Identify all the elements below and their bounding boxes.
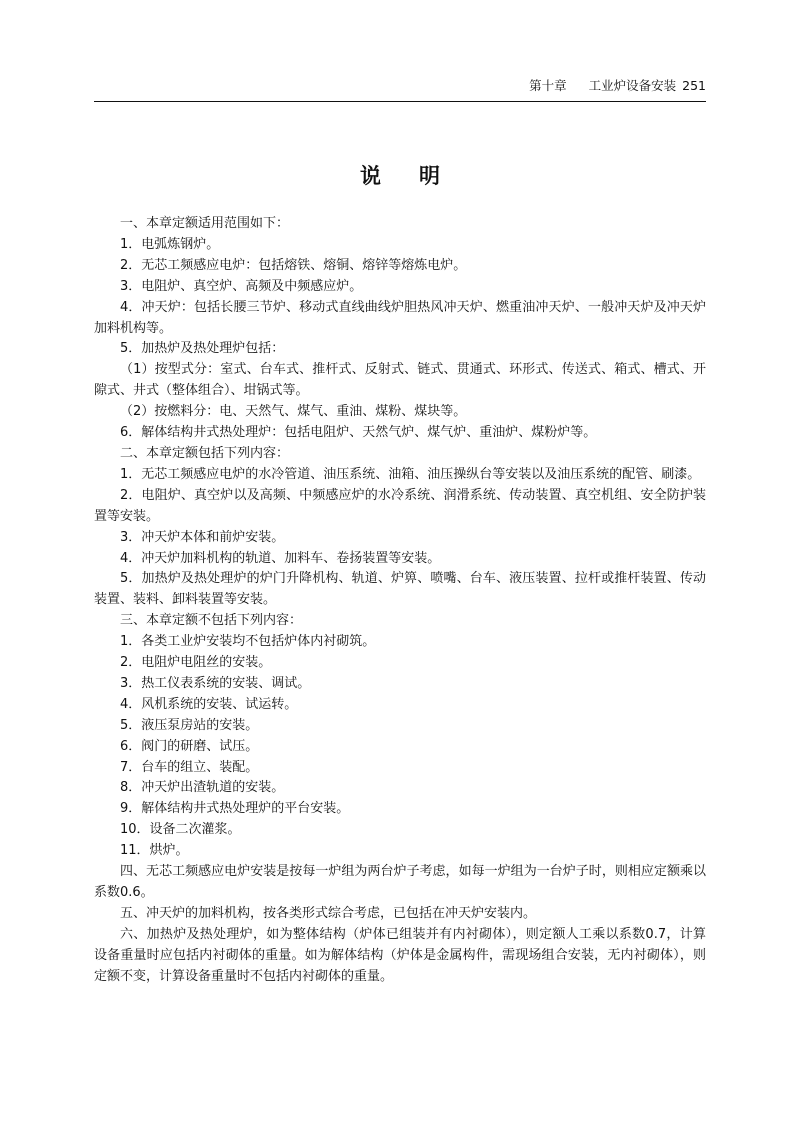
paragraph: 7．台车的组立、装配。 [120,759,259,775]
paragraph: 2．电阻炉电阻丝的安装。 [120,655,272,671]
paragraph: 5．加热炉及热处理炉包括： [120,341,285,357]
paragraph: 3．热工仪表系统的安装、调试。 [120,675,311,691]
header-chapter: 第十章 [529,78,567,93]
paragraph: 1．电弧炼钢炉。 [120,236,220,252]
paragraph: 10．设备二次灌浆。 [120,822,241,838]
page-title: 说明 [360,164,478,188]
paragraph: 五、冲天炉的加料机构，按各类形式综合考虑，已包括在冲天炉安装内。 [120,905,537,921]
paragraph: 4．风机系统的安装、试运转。 [120,696,298,712]
paragraph: 4．冲天炉加料机构的轨道、加料车、卷扬装置等安装。 [120,550,441,566]
paragraph: 1．各类工业炉安装均不包括炉体内衬砌筑。 [120,634,376,650]
paragraph: 3．电阻炉、真空炉、高频及中频感应炉。 [120,278,363,294]
paragraph: 6．阀门的研磨、试压。 [120,738,259,754]
paragraph: 3．冲天炉本体和前炉安装。 [120,529,285,545]
header-page-number: 251 [682,78,706,93]
paragraph: 6．解体结构井式热处理炉：包括电阻炉、天然气炉、煤气炉、重油炉、煤粉炉等。 [120,425,597,441]
paragraph: 2．电阻炉、真空炉以及高频、中频感应炉的水冷系统、润滑系统、传动装置、真空机组、安全防护装置等安装。 [94,487,706,524]
paragraph: 三、本章定额不包括下列内容： [120,613,303,629]
paragraph: 1．无芯工频感应电炉的水冷管道、油压系统、油箱、油压操纵台等安装以及油压系统的配管、刷漆。 [120,466,701,482]
header-divider [94,101,706,102]
paragraph: 六、加热炉及热处理炉，如为整体结构（炉体已组装并有内衬砌体），则定额人工乘以系数0.7，计算设备重量时应包括内衬砌体的重量。如为解体结构（炉体是金属构件，需现场组合安装，无内衬砌体），则定额不变，计算设备重量时不包括内衬砌体的重量。 [94,926,706,984]
paragraph: 2．无芯工频感应电炉：包括熔铁、熔铜、熔锌等熔炼电炉。 [120,257,467,273]
paragraph: 4．冲天炉：包括长腰三节炉、移动式直线曲线炉胆热风冲天炉、燃重油冲天炉、一般冲天炉及冲天炉加料机构等。 [94,299,706,336]
paragraph: 8．冲天炉出渣轨道的安装。 [120,780,285,796]
paragraph: 9．解体结构井式热处理炉的平台安装。 [120,801,350,817]
paragraph: 11．烘炉。 [120,843,189,859]
paragraph: （2）按燃料分：电、天然气、煤气、重油、煤粉、煤块等。 [120,404,467,420]
paragraph: 5．加热炉及热处理炉的炉门升降机构、轨道、炉箅、喷嘴、台车、液压装置、拉杆或推杆装置、传动装置、装料、卸料装置等安装。 [94,571,706,608]
body-text [94,214,706,988]
running-header [94,76,706,98]
paragraph: 一、本章定额适用范围如下： [120,216,290,231]
paragraph: （1）按型式分：室式、台车式、推杆式、反射式、链式、贯通式、环形式、传送式、箱式、槽式、开隙式、井式（整体组合）、坩锅式等。 [94,362,706,399]
paragraph: 四、无芯工频感应电炉安装是按每一炉组为两台炉子考虑，如每一炉组为一台炉子时，则相应定额乘以系数0.6。 [94,864,706,900]
paragraph: 二、本章定额包括下列内容： [120,445,290,461]
paragraph: 5．液压泵房站的安装。 [120,717,259,733]
header-chapter-title: 工业炉设备安装 [588,78,677,93]
